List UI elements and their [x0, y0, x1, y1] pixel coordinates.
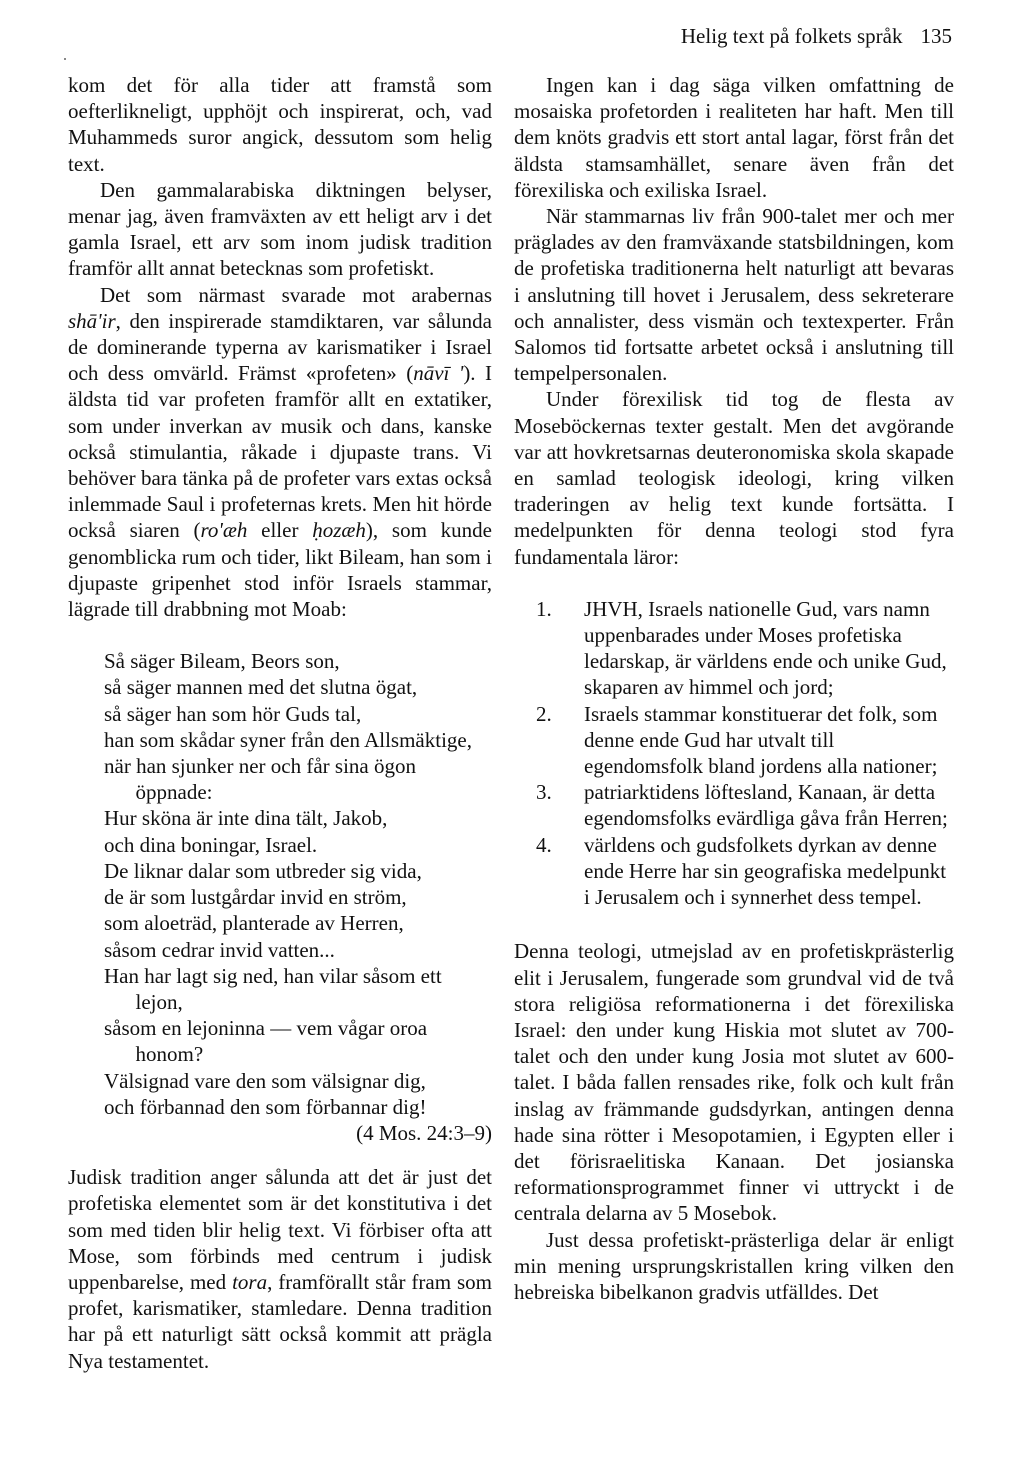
poem-line: han som skådar syner från den Allsmäktige, [104, 727, 472, 752]
left-column [68, 72, 492, 1374]
poem-line: när han sjunker ner och får sina ögon öppnade: [104, 754, 416, 805]
poem-line: De liknar dalar som utbreder sig vida, [104, 858, 422, 883]
poem-line: så säger mannen med det slutna ögat, [104, 675, 418, 700]
poem-line: Så säger Bileam, Beors son, [104, 649, 340, 674]
text-run: Judisk tradition anger sålunda att det är just det profetiska elementet som är det konstitutiva i det som med tiden blir helig text. Vi förbiser ofta att Mose, som förbinds med centrum i judisk uppenbarelse, med [68, 1165, 492, 1294]
right-paragraph-5: Just dessa profetiskt-prästerliga delar är enligt min mening ursprungskristallen kring vilken den hebreiska bibelkanon gradvis utfälldes. Det [514, 1227, 954, 1304]
list-item-text: patriarktidens löftesland, Kanaan, är detta egendomsfolks evärdliga gåva från Herren; [584, 780, 948, 831]
term-navi: nāvī ' [413, 361, 464, 386]
list-item-text: JHVH, Israels nationelle Gud, vars namn uppenbarades under Moses profetiska ledarskap, är världens ende och unike Gud, skaparen av himmel och jord; [584, 596, 947, 700]
left-paragraph-1: kom det för alla tider att framstå som oefterlikneligt, upphöjt och inspirerat, och, vad Muhammeds suror angick, dessutom som helig text. [68, 73, 492, 176]
right-paragraph-1: Ingen kan i dag säga vilken omfattning de mosaiska profetorden i realiteten har haft. Men till dem knöts gradvis ett stort antal lagar, först från det äldsta stamsamhället, senare även från det förexiliska och exiliska Israel. [514, 73, 954, 202]
list-item-text: Israels stammar konstituerar det folk, som denne ende Gud har utvalt till egendomsfolk bland jordens alla nationer; [584, 701, 938, 779]
running-header [681, 22, 952, 50]
page-number: 135 [920, 24, 952, 48]
poem-reference: (4 Mos. 24:3–9) [356, 1120, 492, 1145]
right-paragraph-4: Denna teologi, utmejslad av en profetiskprästerlig elit i Jerusalem, fungerade som grundval vid de två stora religiösa reformationerna i det förexiliska Israel: den under kung Hiskia mot slutet av 700-talet och den under kung Josia mot slutet av 600-talet. I båda fallen rensades rike, folk och kult från inslag av främmande gudsdyrkan, antingen denna hade sina rötter i Mesopotamien, i Egypten eller i det förisraelitiska Kanaan. Det josianska reformationsprogrammet finner vi uttryckt i de centrala delarna av 5 Mosebok. [514, 939, 954, 1226]
left-paragraph-3 [68, 282, 492, 623]
poem-line: och förbannad den som förbannar dig! [104, 1094, 427, 1119]
scan-speck [64, 58, 66, 60]
list-item-number: 3. [536, 780, 552, 805]
poem-line: såsom en lejoninna — vem vågar oroa honom? [104, 1016, 428, 1067]
list-item [536, 779, 954, 831]
poem-line: såsom cedrar invid vatten... [104, 937, 335, 962]
bileam-poem [104, 648, 492, 1146]
text-run: ). I äldsta tid var profeten framför allt en extatiker, som under inverkan av musik och dans, kanske också stimulantia, råkade i djupaste trans. Vi behöver bara tänka på de profeter vars extas också inlemmade Saul i profeternas krets. Men hit hörde också siaren ( [68, 361, 492, 543]
running-title: Helig text på folkets språk [680, 24, 903, 48]
list-item [536, 596, 954, 701]
list-item [536, 832, 954, 911]
term-tora: tora [232, 1269, 268, 1294]
poem-line: Välsignad vare den som välsignar dig, [104, 1068, 426, 1093]
list-item-number: 4. [536, 832, 552, 857]
poem-line: och dina boningar, Israel. [104, 832, 318, 857]
list-item [536, 701, 954, 780]
right-paragraph-3: Under förexilisk tid tog de flesta av Moseböckernas texter gestalt. Men det avgörande var att hovkretsarnas deuteronomiska skola skapade en samlad teologisk ideologi, kring vilken traderingen av helig text kunde fortsätta. I medelpunkten för denna teologi stod fyra fundamentala läror: [514, 387, 954, 569]
term-shair: shā'ir [68, 308, 116, 333]
text-run: , den inspirerade stamdiktaren, var sålunda de dominerande typerna av karismatiker i Israel och dess omvärld. Främst «profeten» ( [68, 308, 492, 386]
poem-line: de är som lustgårdar invid en ström, [104, 885, 407, 910]
poem-line: Han har lagt sig ned, han vilar såsom ett lejon, [104, 963, 442, 1014]
term-hozaeh: ḥozæh [312, 518, 366, 543]
poem-line: så säger han som hör Guds tal, [104, 701, 362, 726]
text-run: Det som närmast svarade mot arabernas [100, 282, 492, 307]
left-paragraph-2: Den gammalarabiska diktningen belyser, menar jag, även framväxten av ett heligt arv i det gamla Israel, ett arv som inom judisk tradition framför allt annat betecknas som profetiskt. [68, 177, 492, 281]
text-run: , framförallt står fram som profet, karismatiker, stamledare. Denna tradition har på ett naturligt sätt också kommit att prägla Nya testamentet. [68, 1269, 492, 1373]
left-paragraph-4 [68, 1164, 492, 1374]
right-paragraph-2: När stammarnas liv från 900-talet mer och mer präglades av den framväxande statsbildningen, kom de profetiska traditionerna helt naturligt att bevaras i anslutning till hovet i Jerusalem, dess sekreterare och annalister, dess vismän och textexperter. Från Salomos tid fortsatte arbetet också i anslutning till tempelpersonalen. [514, 204, 954, 386]
poem-line: som aloeträd, planterade av Herren, [104, 911, 404, 936]
list-item-number: 1. [536, 596, 552, 621]
list-item-text: världens och gudsfolkets dyrkan av denne ende Herre har sin geografiska medelpunkt i Jerusalem och i synnerhet dess tempel. [584, 832, 947, 910]
text-run: ), som kunde genomblicka rum och tider, likt Bileam, han som i djupaste gripenhet stod inför Israels stammar, lägrade till drabbning mot Moab: [68, 518, 492, 622]
poem-line: Hur sköna är inte dina tält, Jakob, [104, 806, 388, 831]
text-run: eller [247, 518, 313, 543]
right-column [514, 72, 954, 1305]
term-roaeh: ro'æh [200, 518, 248, 543]
fundamental-tenets-list [536, 596, 954, 910]
list-item-number: 2. [536, 701, 552, 726]
